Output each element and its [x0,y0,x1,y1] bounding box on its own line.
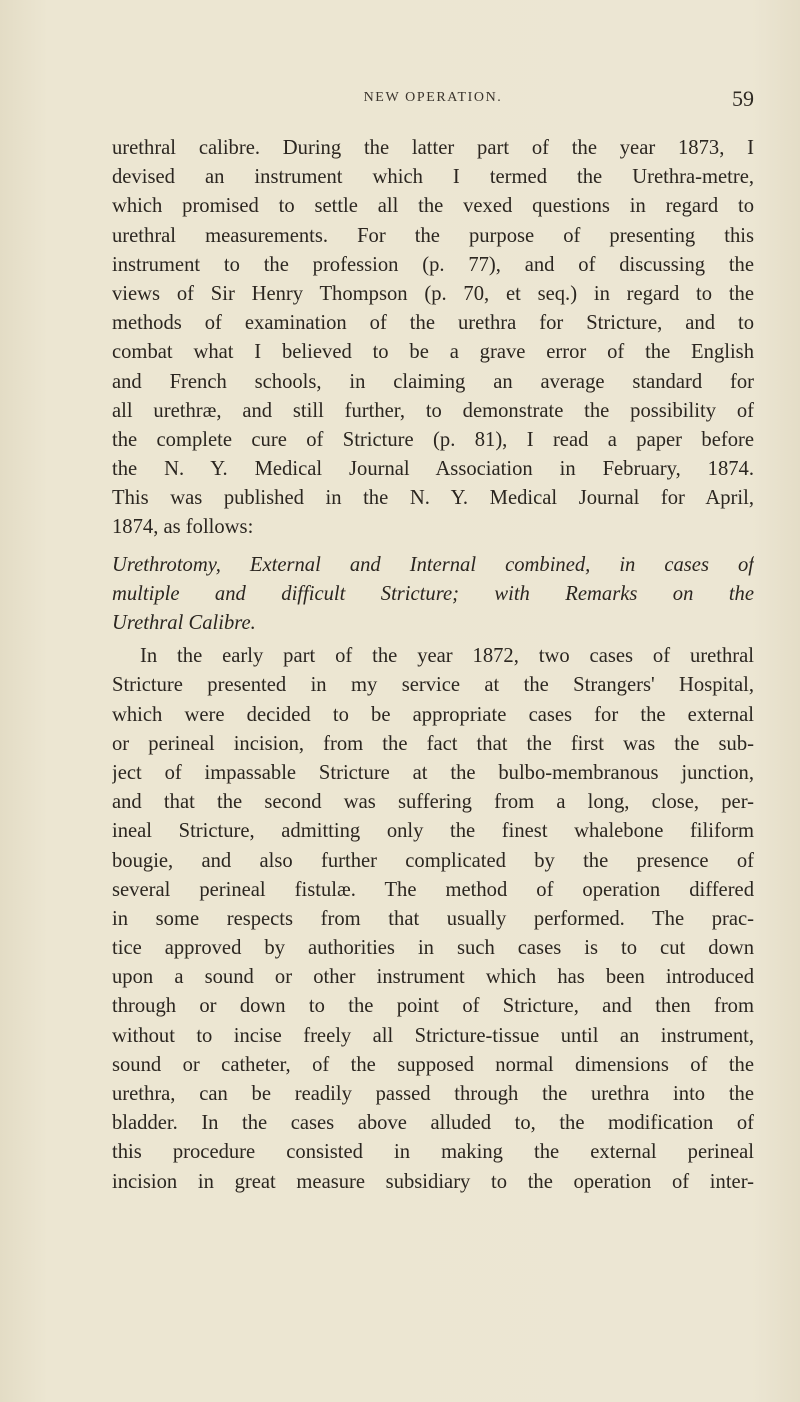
text-line: in some respects from that usually performed. The prac- [112,907,754,930]
article-title-line: Urethral Calibre. [112,612,256,634]
text-line: all urethræ, and still further, to demonstrate the possibility of [112,399,754,422]
text-line: bladder. In the cases above alluded to, the modification of [112,1112,754,1135]
text-line: the N. Y. Medical Journal Association in February, 1874. [112,458,754,481]
text-line: which promised to settle all the vexed questions in regard to [112,195,754,218]
text-line: which were decided to be appropriate cases for the external [112,703,754,726]
text-line: methods of examination of the urethra for Stricture, and to [112,312,754,335]
body-text [112,134,754,1197]
text-line: upon a sound or other instrument which has been introduced [112,966,754,989]
text-line: sound or catheter, of the supposed normal dimensions of the [112,1053,754,1076]
text-line: or perineal incision, from the fact that the first was the sub- [112,732,754,755]
text-line: instrument to the profession (p. 77), and of discussing the [112,253,754,276]
text-line: devised an instrument which I termed the Urethra-metre, [112,166,754,189]
text-line: incision in great measure subsidiary to the operation of inter- [112,1170,754,1193]
page-number: 59 [732,86,754,111]
text-line: urethra, can be readily passed through the urethra into the [112,1083,754,1105]
text-line: ject of impassable Stricture at the bulbo-membranous junction, [112,761,754,784]
page-header [112,86,754,116]
text-line: tice approved by authorities in such cases is to cut down [112,937,754,960]
text-line: several perineal fistulæ. The method of operation differed [112,878,754,901]
text-line: and that the second was suffering from a long, close, per- [112,791,754,814]
text-line: Stricture presented in my service at the Strangers' Hospital, [112,674,754,697]
text-line: views of Sir Henry Thompson (p. 70, et seq.) in regard to the [112,282,754,305]
article-title-line: multiple and difficult Stricture; with Remarks on the [112,582,754,605]
text-line: without to incise freely all Stricture-tissue until an instrument, [112,1024,754,1047]
text-line: 1874, as follows: [112,516,254,539]
text-line: through or down to the point of Stricture, and then from [112,995,754,1018]
running-title: NEW OPERATION. [363,90,503,105]
text-line: urethral calibre. During the latter part of the year 1873, I [112,137,754,159]
text-line: combat what I believed to be a grave error of the English [112,341,754,364]
text-line: and French schools, in claiming an average standard for [112,370,754,393]
text-line: urethral measurements. For the purpose of presenting this [112,224,754,247]
text-line: This was published in the N. Y. Medical Journal for April, [112,487,754,510]
text-line: ineal Stricture, admitting only the finest whalebone filiform [112,820,754,843]
text-line: bougie, and also further complicated by the presence of [112,849,754,872]
text-line: the complete cure of Stricture (p. 81), I read a paper before [112,428,754,451]
article-title-line: Urethrotomy, External and Internal combined, in cases of [112,553,754,576]
text-line: this procedure consisted in making the external perineal [112,1141,754,1164]
text-line: In the early part of the year 1872, two cases of urethral [140,645,754,668]
